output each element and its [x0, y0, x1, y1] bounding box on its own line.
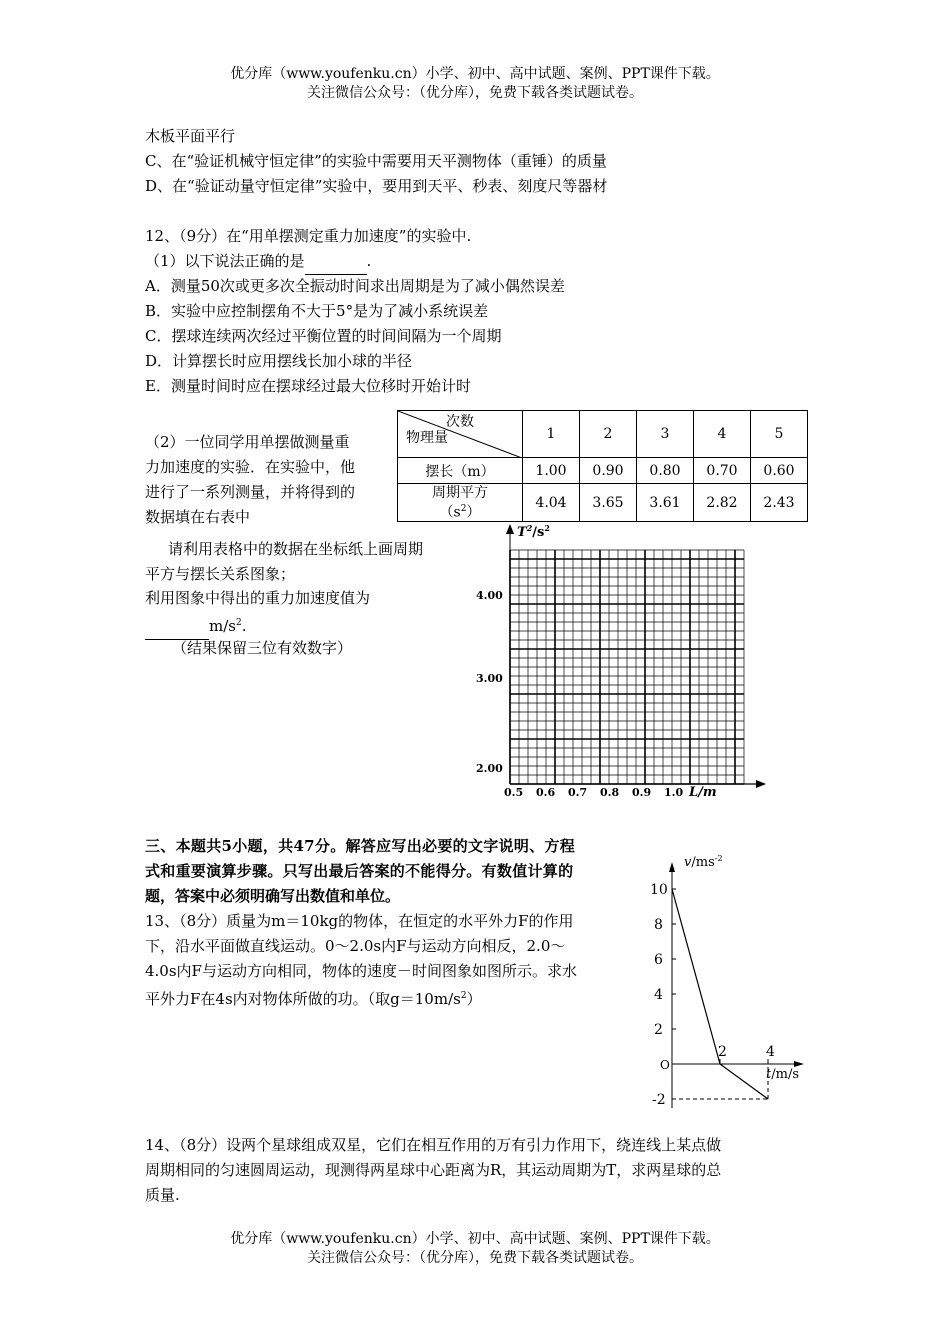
table-cell: 0.90 — [580, 458, 637, 484]
q12-part2-line-3: 进行了一系列测量，并将得到的 — [145, 483, 356, 501]
table-cell: 3.61 — [637, 484, 694, 522]
footer-line-1: 优分库（www.youfenku.cn）小学、初中、高中试题、案例、PPT课件下载。 — [230, 1231, 720, 1247]
y-tick-label: 4.00 — [476, 589, 503, 602]
graph-ylabel: $T^2/s^2$ — [517, 523, 550, 540]
vt-y-tick-label: 10 — [650, 882, 668, 898]
vt-y-arrow — [669, 862, 675, 872]
table-header-cell: 4 — [694, 411, 751, 458]
y-tick-label: 3.00 — [476, 672, 503, 685]
q12-answer-line: $m/s^2$. — [145, 611, 247, 640]
velocity-time-chart — [640, 850, 810, 1115]
corner-label-top: 次数 — [446, 414, 474, 430]
table-header-cell: 2 — [580, 411, 637, 458]
vt-x-tick-label: 4 — [766, 1044, 775, 1060]
section3-line-1: 三、本题共5小题，共47分。解答应写出必要的文字说明、方程 — [145, 837, 576, 855]
q12-part2-line-1: （2）一位同学用单摆做测量重 — [145, 433, 350, 451]
q12-part1-period: . — [366, 252, 372, 270]
q12-option-b: B．实验中应控制摆角不大于5°是为了减小系统误差 — [145, 302, 489, 320]
vt-y-tick-label: 8 — [654, 917, 663, 933]
q12-note: （结果保留三位有效数字） — [172, 639, 353, 657]
table-cell: 2.82 — [694, 484, 751, 522]
footer-line-2: 关注微信公众号：（优分库），免费下载各类试题试卷。 — [307, 1250, 643, 1266]
x-tick-label: 1.0 — [664, 786, 684, 799]
q14-line-1: 14、（8分）设两个星球组成双星，它们在相互作用的万有引力作用下，绕连线上某点做 — [145, 1136, 722, 1154]
table-cell: 4.04 — [523, 484, 580, 522]
period-label-line-2: $(s^2)$ — [439, 503, 481, 521]
q12-part1-text: （1）以下说法正确的是 — [145, 252, 305, 270]
graph-xlabel: L/m — [689, 785, 717, 800]
q11-option-c: C、在“验证机械守恒定律”的实验中需要用天平测物体（重锤）的质量 — [145, 152, 607, 170]
vt-series-line — [672, 889, 768, 1099]
q12-option-e: E．测量时间时应在摆球经过最大位移时开始计时 — [145, 377, 471, 395]
x-tick-label: 0.5 — [504, 786, 524, 799]
section3-line-2: 式和重要演算步骤。只写出最后答案的不能得分。有数值计算的 — [145, 862, 574, 880]
q12-title: 12、（9分）在“用单摆测定重力加速度”的实验中. — [145, 227, 472, 245]
vt-y-tick-label: 6 — [654, 952, 663, 968]
q12-part3-line-3: 利用图象中得出的重力加速度值为 — [145, 589, 371, 607]
vt-y-tick-label: 4 — [654, 987, 663, 1003]
x-tick-label: 0.8 — [600, 786, 620, 799]
q12-part1-prompt — [145, 249, 371, 275]
answer-blank-1[interactable] — [305, 249, 367, 275]
x-axis-arrow — [756, 780, 766, 788]
graph-paper — [470, 520, 780, 805]
q14-line-2: 周期相同的匀速圆周运动，现测得两星球中心距离为R，其运动周期为T，求两星球的总 — [145, 1161, 722, 1179]
x-tick-label: 0.7 — [568, 786, 588, 799]
q12-part3-line-2: 平方与摆长关系图象； — [145, 565, 296, 583]
q13-line-3: 4.0s内F与运动方向相同，物体的速度－时间图象如图所示。求水 — [145, 962, 577, 980]
table-cell: 0.80 — [637, 458, 694, 484]
period-label-line-1: 周期平方 — [432, 484, 488, 501]
y-tick-label: 2.00 — [476, 762, 503, 775]
vt-ylabel: $v/ms^{-2}$ — [684, 854, 723, 870]
vt-x-tick-label: 2 — [718, 1044, 727, 1060]
section3-line-3: 题，答案中必须明确写出数值和单位。 — [145, 887, 401, 905]
vt-y-tick-label: -2 — [652, 1092, 666, 1108]
table-cell: 2.43 — [751, 484, 808, 522]
table-corner-cell — [398, 411, 523, 458]
table-row-label-period — [398, 484, 523, 522]
q13-line-2: 下，沿水平面做直线运动。0～2.0s内F与运动方向相反，2.0～ — [145, 937, 566, 955]
x-tick-label: 0.6 — [536, 786, 556, 799]
q12-part3-line-1: 请利用表格中的数据在坐标纸上画周期 — [168, 540, 424, 558]
q13-line-1: 13、（8分）质量为m＝10kg的物体，在恒定的水平外力F的作用 — [145, 912, 574, 930]
table-cell: 1.00 — [523, 458, 580, 484]
table-row-label-length: 摆长（m） — [398, 458, 523, 484]
q14-line-3: 质量. — [145, 1186, 180, 1204]
table-cell: 3.65 — [580, 484, 637, 522]
table-header-cell: 3 — [637, 411, 694, 458]
q12-option-a: A．测量50次或更多次全振动时间求出周期是为了减小偶然误差 — [145, 277, 565, 295]
q12-option-c: C．摆球连续两次经过平衡位置的时间间隔为一个周期 — [145, 327, 502, 345]
vt-origin: O — [660, 1058, 670, 1072]
q12-part2-line-4: 数据填在右表中 — [145, 508, 251, 526]
q11-option-d: D、在“验证动量守恒定律”实验中，要用到天平、秒表、刻度尺等器材 — [145, 177, 608, 195]
table-header-cell: 5 — [751, 411, 808, 458]
table-cell: 0.70 — [694, 458, 751, 484]
table-header-cell: 1 — [523, 411, 580, 458]
q11-continuation: 木板平面平行 — [145, 127, 236, 145]
corner-label-bottom: 物理量 — [406, 430, 448, 446]
header-line-2: 关注微信公众号：（优分库），免费下载各类试题试卷。 — [307, 85, 643, 101]
vt-y-tick-label: 2 — [654, 1022, 663, 1038]
table-cell: 0.60 — [751, 458, 808, 484]
x-tick-label: 0.9 — [632, 786, 652, 799]
q12-part2-line-2: 力加速度的实验．在实验中，他 — [145, 458, 356, 476]
q12-option-d: D．计算摆长时应用摆线长加小球的半径 — [145, 352, 413, 370]
measurement-table — [397, 410, 808, 522]
header-line-1: 优分库（www.youfenku.cn）小学、初中、高中试题、案例、PPT课件下载。 — [230, 66, 720, 82]
q13-line-4: 平外力F在4s内对物体所做的功。（取$g=10m/s^2$） — [145, 990, 482, 1008]
vt-xlabel: t/m/s — [766, 1067, 799, 1082]
grid-lines — [510, 550, 744, 784]
